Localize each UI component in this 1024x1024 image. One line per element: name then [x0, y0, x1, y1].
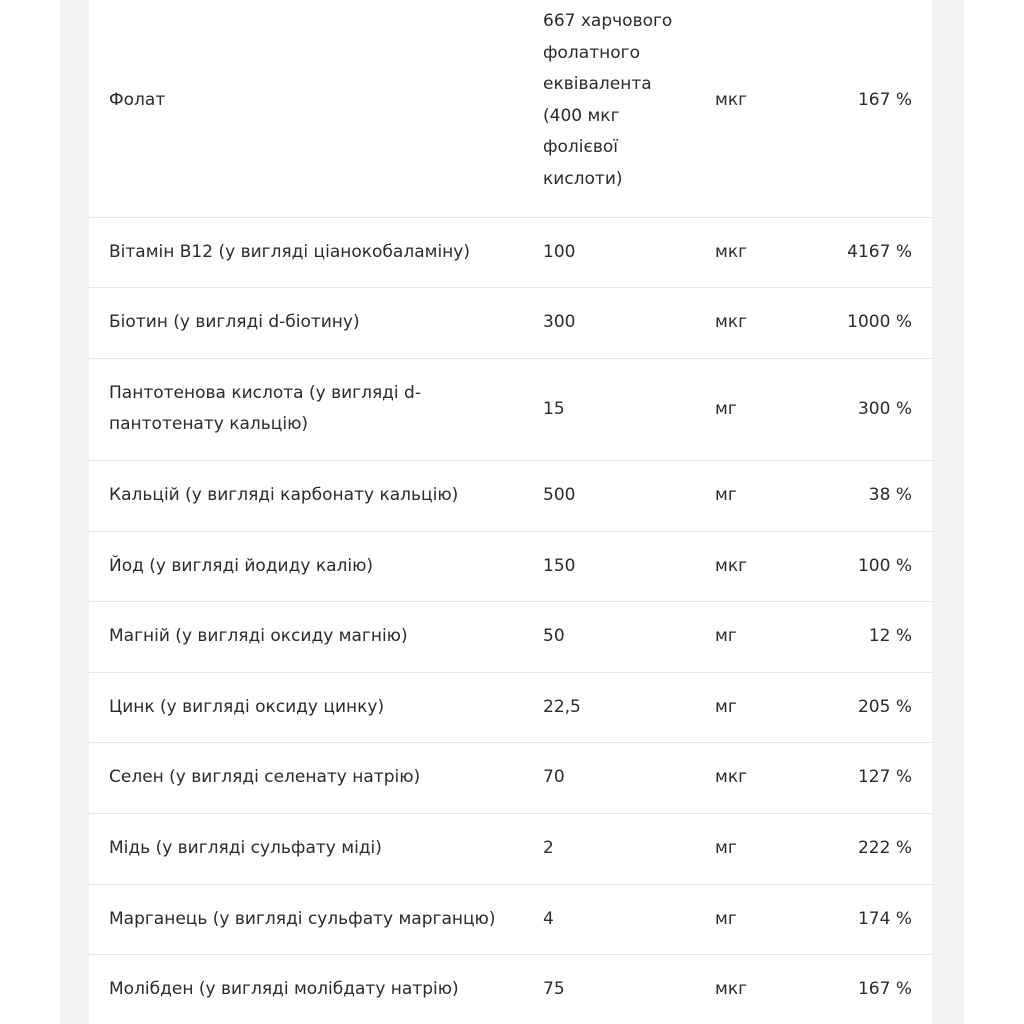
- table-row: [89, 217, 932, 288]
- nutrient-amount: 300: [523, 288, 695, 359]
- nutrient-unit: мг: [695, 460, 815, 531]
- nutrient-amount: 15: [523, 358, 695, 460]
- table-row: [89, 884, 932, 955]
- nutrient-unit: мг: [695, 672, 815, 743]
- nutrition-table-body: [89, 0, 932, 1024]
- nutrient-name: Цинк (у вигляді оксиду цинку): [89, 672, 523, 743]
- nutrient-percent: 100 %: [815, 531, 932, 602]
- nutrient-name: Мідь (у вигляді сульфату міді): [89, 813, 523, 884]
- nutrient-name: Фолат: [89, 0, 523, 217]
- table-row: [89, 358, 932, 460]
- nutrient-percent: 1000 %: [815, 288, 932, 359]
- nutrient-unit: мг: [695, 884, 815, 955]
- nutrient-unit: мкг: [695, 288, 815, 359]
- table-row: [89, 813, 932, 884]
- nutrient-percent: 167 %: [815, 0, 932, 217]
- table-row: [89, 672, 932, 743]
- nutrient-name: Марганець (у вигляді сульфату марганцю): [89, 884, 523, 955]
- table-row: [89, 955, 932, 1024]
- nutrient-name: Йод (у вигляді йодиду калію): [89, 531, 523, 602]
- nutrient-name: Біотин (у вигляді d-біотину): [89, 288, 523, 359]
- nutrient-amount: 2: [523, 813, 695, 884]
- nutrient-name: Пантотенова кислота (у вигляді d-пантотенату кальцію): [89, 358, 523, 460]
- nutrient-amount: 667 харчового фолатного еквівалента (400 мкг фолієвої кислоти): [523, 0, 695, 217]
- nutrient-amount: 4: [523, 884, 695, 955]
- nutrient-name: Селен (у вигляді селенату натрію): [89, 743, 523, 814]
- nutrient-unit: мг: [695, 602, 815, 673]
- table-row: [89, 288, 932, 359]
- nutrient-unit: мкг: [695, 0, 815, 217]
- table-row: [89, 460, 932, 531]
- table-row: [89, 0, 932, 217]
- nutrient-percent: 300 %: [815, 358, 932, 460]
- nutrient-amount: 500: [523, 460, 695, 531]
- nutrient-name: Кальцій (у вигляді карбонату кальцію): [89, 460, 523, 531]
- nutrient-unit: мкг: [695, 955, 815, 1024]
- nutrient-percent: 38 %: [815, 460, 932, 531]
- nutrition-card: [89, 0, 932, 1024]
- nutrient-amount: 22,5: [523, 672, 695, 743]
- nutrient-unit: мкг: [695, 217, 815, 288]
- nutrient-amount: 50: [523, 602, 695, 673]
- nutrition-table: [89, 0, 932, 1024]
- nutrient-name: Магній (у вигляді оксиду магнію): [89, 602, 523, 673]
- nutrient-name: Молібден (у вигляді молібдату натрію): [89, 955, 523, 1024]
- nutrient-unit: мг: [695, 813, 815, 884]
- table-row: [89, 743, 932, 814]
- nutrient-percent: 4167 %: [815, 217, 932, 288]
- nutrient-amount: 100: [523, 217, 695, 288]
- nutrient-amount: 75: [523, 955, 695, 1024]
- nutrient-percent: 222 %: [815, 813, 932, 884]
- nutrient-amount: 150: [523, 531, 695, 602]
- nutrient-percent: 167 %: [815, 955, 932, 1024]
- nutrient-unit: мкг: [695, 743, 815, 814]
- nutrient-unit: мкг: [695, 531, 815, 602]
- table-row: [89, 602, 932, 673]
- nutrient-unit: мг: [695, 358, 815, 460]
- nutrient-percent: 174 %: [815, 884, 932, 955]
- table-row: [89, 531, 932, 602]
- nutrient-percent: 205 %: [815, 672, 932, 743]
- nutrient-name: Вітамін В12 (у вигляді ціанокобаламіну): [89, 217, 523, 288]
- nutrient-percent: 12 %: [815, 602, 932, 673]
- nutrient-amount: 70: [523, 743, 695, 814]
- nutrient-percent: 127 %: [815, 743, 932, 814]
